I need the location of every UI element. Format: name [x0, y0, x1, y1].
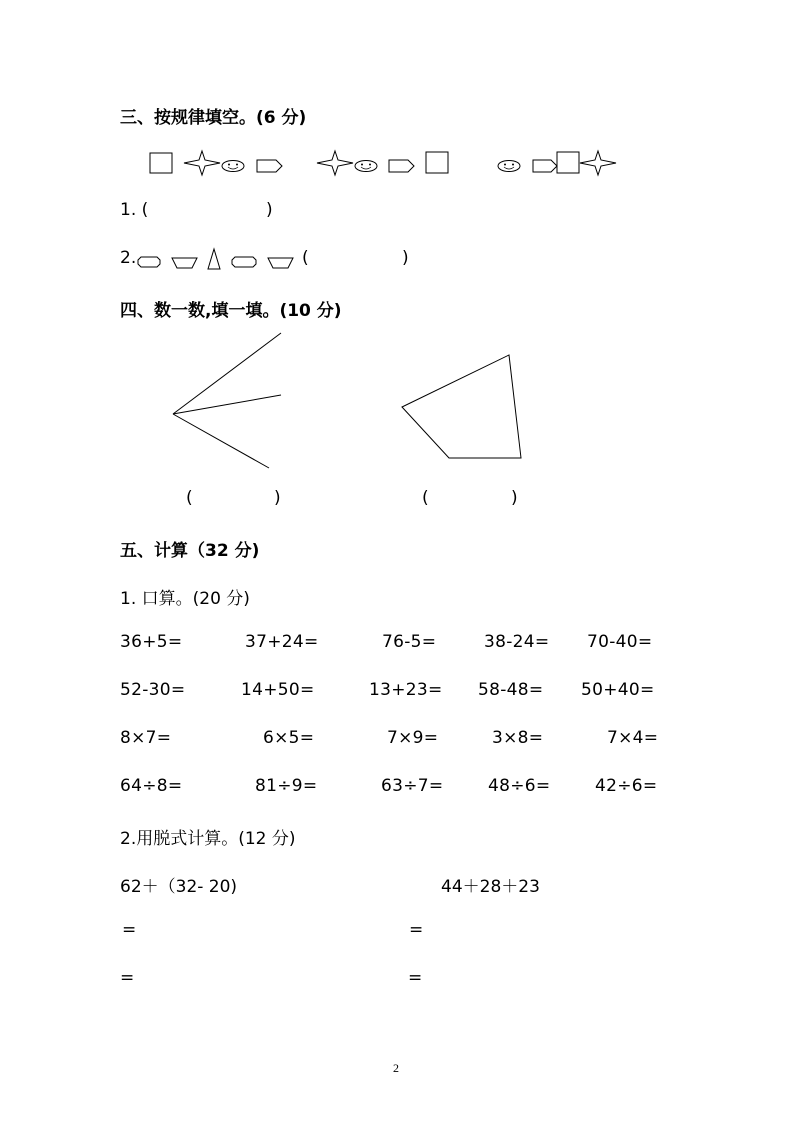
question-2-open-paren: (	[302, 248, 309, 268]
blank-2-open-paren: (	[422, 488, 429, 508]
star-shape	[317, 151, 353, 175]
trapezoid-shape	[172, 258, 197, 268]
blank-2-close-paren: )	[511, 488, 518, 508]
oral-item: 63÷7=	[381, 776, 444, 796]
smiley-shape	[498, 161, 520, 172]
pentagon-arrow-shape	[533, 160, 557, 172]
section-4-title: 四、数一数,填一填。(10 分)	[120, 301, 342, 321]
oral-item: 14+50=	[241, 680, 315, 700]
equals-sign: =	[120, 968, 135, 988]
smiley-shape	[355, 161, 377, 172]
expression-left: 62＋（32- 20)	[120, 877, 238, 897]
stepwise-calc-title: 2.用脱式计算。(12 分)	[120, 829, 296, 849]
oral-item: 36+5=	[120, 632, 183, 652]
question-2-label: 2.	[120, 248, 137, 268]
oral-item: 48÷6=	[488, 776, 551, 796]
triangle-shape	[208, 249, 220, 269]
question-1-label: 1. (	[120, 200, 149, 220]
count-figures	[0, 300, 794, 500]
oral-item: 64÷8=	[120, 776, 183, 796]
section-3-title: 三、按规律填空。(6 分)	[120, 108, 307, 128]
oral-item: 81÷9=	[255, 776, 318, 796]
expression-right: 44＋28＋23	[441, 877, 540, 897]
square-shape	[426, 152, 448, 173]
oral-item: 3×8=	[492, 728, 544, 748]
square-shape	[557, 152, 579, 173]
octagon-shape	[138, 257, 160, 267]
smiley-shape	[222, 161, 244, 172]
trapezoid-shape	[268, 258, 293, 268]
octagon-shape	[232, 257, 256, 267]
blank-1-close-paren: )	[274, 488, 281, 508]
oral-item: 38-24=	[484, 632, 550, 652]
pentagon-arrow-shape	[389, 160, 414, 172]
oral-item: 37+24=	[245, 632, 319, 652]
equals-sign: =	[409, 920, 424, 940]
equals-sign: =	[408, 968, 423, 988]
page-number: 2	[393, 1061, 399, 1075]
star-shape	[580, 151, 616, 175]
question-2-close-paren: )	[402, 248, 409, 268]
section-5-title: 五、计算（32 分)	[120, 541, 260, 561]
blank-1-open-paren: (	[186, 488, 193, 508]
oral-item: 52-30=	[120, 680, 186, 700]
oral-item: 50+40=	[581, 680, 655, 700]
quadrilateral-figure	[402, 355, 521, 458]
oral-calc-title: 1. 口算。(20 分)	[120, 589, 250, 609]
oral-item: 8×7=	[120, 728, 172, 748]
square-shape	[150, 153, 172, 173]
star-shape	[184, 151, 220, 175]
oral-item: 76-5=	[382, 632, 437, 652]
oral-item: 7×9=	[387, 728, 439, 748]
oral-item: 42÷6=	[595, 776, 658, 796]
question-1-close-paren: )	[266, 200, 273, 220]
equals-sign: =	[122, 920, 137, 940]
angle-rays-figure	[173, 333, 281, 468]
oral-item: 7×4=	[607, 728, 659, 748]
oral-item: 58-48=	[478, 680, 544, 700]
oral-item: 13+23=	[369, 680, 443, 700]
oral-item: 6×5=	[263, 728, 315, 748]
oral-item: 70-40=	[587, 632, 653, 652]
pentagon-arrow-shape	[257, 160, 282, 172]
